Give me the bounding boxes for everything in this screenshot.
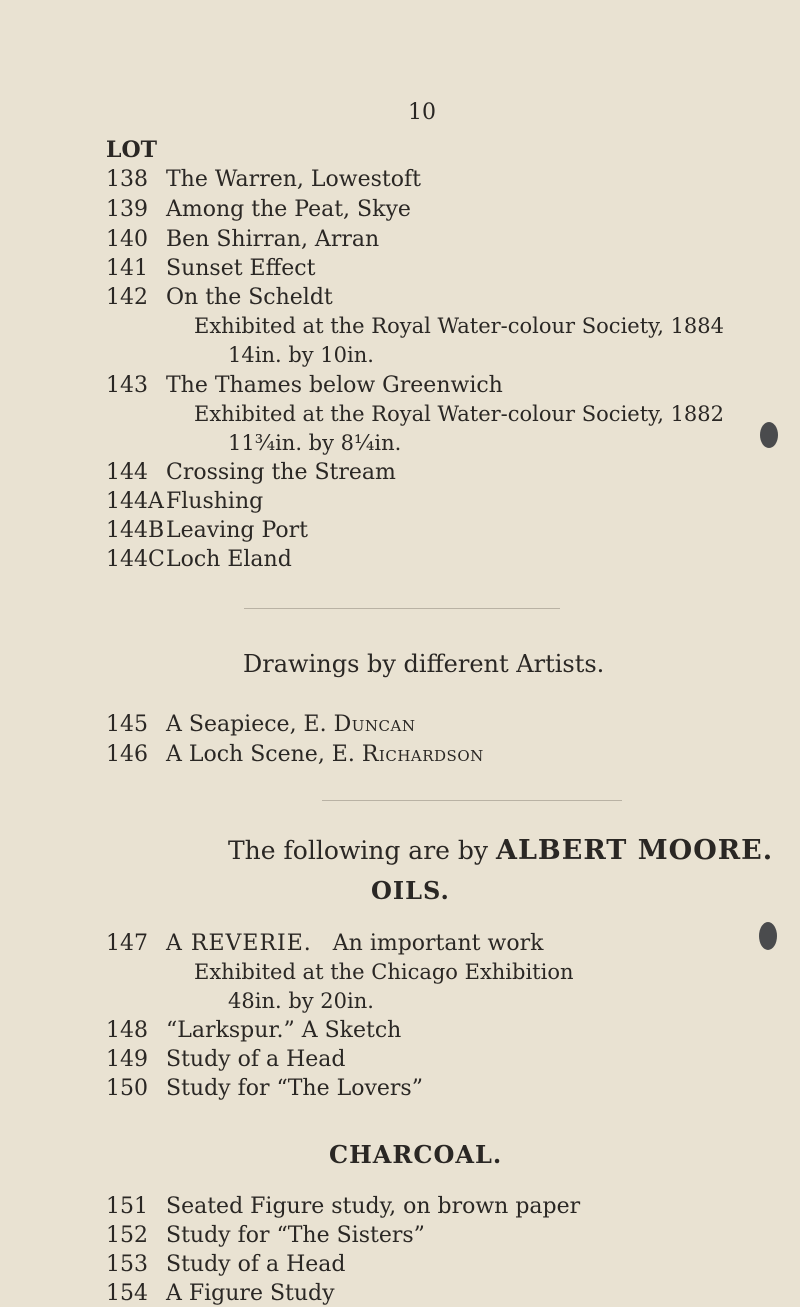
lot-number: 139 <box>106 197 148 222</box>
lot-number: 146 <box>106 742 148 767</box>
page-number: 10 <box>408 100 436 125</box>
lot-row <box>106 742 484 767</box>
lot-title: Study for “The Sisters” <box>166 1223 425 1248</box>
lot-title: A Figure Study <box>166 1281 335 1306</box>
artist-name: Duncan <box>333 712 416 737</box>
lot-note: An important work <box>332 931 544 956</box>
lot-title: Ben Shirran, Arran <box>166 227 380 252</box>
lot-title: The Warren, Lowestoft <box>166 167 421 192</box>
section-heading-drawings: Drawings by different Artists. <box>243 650 605 678</box>
lot-row <box>106 518 308 543</box>
lot-title: Crossing the Stream <box>166 460 396 485</box>
lot-title: A Loch Scene, E. <box>166 742 355 767</box>
lot-row <box>106 1223 425 1248</box>
lot-title: Loch Eland <box>166 547 292 572</box>
lot-number: 152 <box>106 1223 148 1248</box>
lot-number: 147 <box>106 931 148 956</box>
ink-spot-mark <box>759 922 777 950</box>
lot-number: 142 <box>106 285 148 310</box>
ink-spot-mark <box>760 422 778 448</box>
lot-exhibited-note: Exhibited at the Royal Water-colour Society, 1882 <box>194 402 725 426</box>
lot-title: Sunset Effect <box>166 256 316 281</box>
lot-title: Leaving Port <box>166 518 308 543</box>
lot-title: Study for “The Lovers” <box>166 1076 423 1101</box>
lot-column-heading: LOT <box>106 137 158 163</box>
section-divider <box>244 608 560 609</box>
lot-number: 143 <box>106 373 148 398</box>
lot-row <box>106 256 315 281</box>
lot-row <box>106 460 396 485</box>
lot-number: 153 <box>106 1252 148 1277</box>
lot-size: 14in. by 10in. <box>228 343 374 367</box>
lot-row <box>106 373 503 398</box>
lot-title: On the Scheldt <box>166 285 333 310</box>
lot-number: 144B <box>106 518 165 543</box>
lot-row <box>106 227 379 252</box>
artist-name: Richardson <box>361 742 484 767</box>
lot-exhibited-note: Exhibited at the Chicago Exhibition <box>194 960 574 984</box>
section-divider <box>322 800 622 801</box>
lot-number: 141 <box>106 256 148 281</box>
lot-number: 144 <box>106 460 148 485</box>
lot-size: 48in. by 20in. <box>228 989 374 1013</box>
section-heading-charcoal: CHARCOAL. <box>329 1140 503 1169</box>
lot-row <box>106 1252 345 1277</box>
lot-row <box>106 712 415 737</box>
lot-size: 11¾in. by 8¼in. <box>228 431 402 455</box>
lot-title: A REVERIE. <box>166 931 312 956</box>
lot-title: Seated Figure study, on brown paper <box>166 1194 581 1219</box>
lot-number: 154 <box>106 1281 148 1306</box>
lot-number: 150 <box>106 1076 148 1101</box>
lot-number: 140 <box>106 227 148 252</box>
lot-title: A Seapiece, E. <box>166 712 327 737</box>
lot-number: 145 <box>106 712 148 737</box>
lot-row <box>106 1047 345 1072</box>
lot-title: The Thames below Greenwich <box>166 373 503 398</box>
section-heading-albert-moore <box>228 835 773 866</box>
lot-title: Study of a Head <box>166 1047 346 1072</box>
lot-row <box>106 1194 580 1219</box>
lot-number: 144C <box>106 547 165 572</box>
lot-number: 148 <box>106 1018 148 1043</box>
lot-row <box>106 1076 423 1101</box>
lot-title: Flushing <box>166 489 264 514</box>
section-heading-prefix: The following are by <box>228 836 489 865</box>
section-heading-oils: OILS. <box>371 876 450 905</box>
lot-title: Among the Peat, Skye <box>166 197 411 222</box>
lot-row <box>106 167 421 192</box>
lot-exhibited-note: Exhibited at the Royal Water-colour Society, 1884 <box>194 314 725 338</box>
lot-row <box>106 197 411 222</box>
lot-row <box>106 931 543 956</box>
lot-row <box>106 547 292 572</box>
lot-title: “Larkspur.” A Sketch <box>166 1018 402 1043</box>
lot-number: 138 <box>106 167 148 192</box>
lot-row <box>106 1018 401 1043</box>
artist-name-heading: ALBERT MOORE. <box>496 835 774 866</box>
lot-row <box>106 489 263 514</box>
lot-number: 151 <box>106 1194 148 1219</box>
lot-number: 144A <box>106 489 164 514</box>
lot-row <box>106 1281 335 1306</box>
lot-row <box>106 285 333 310</box>
lot-title: Study of a Head <box>166 1252 346 1277</box>
lot-number: 149 <box>106 1047 148 1072</box>
